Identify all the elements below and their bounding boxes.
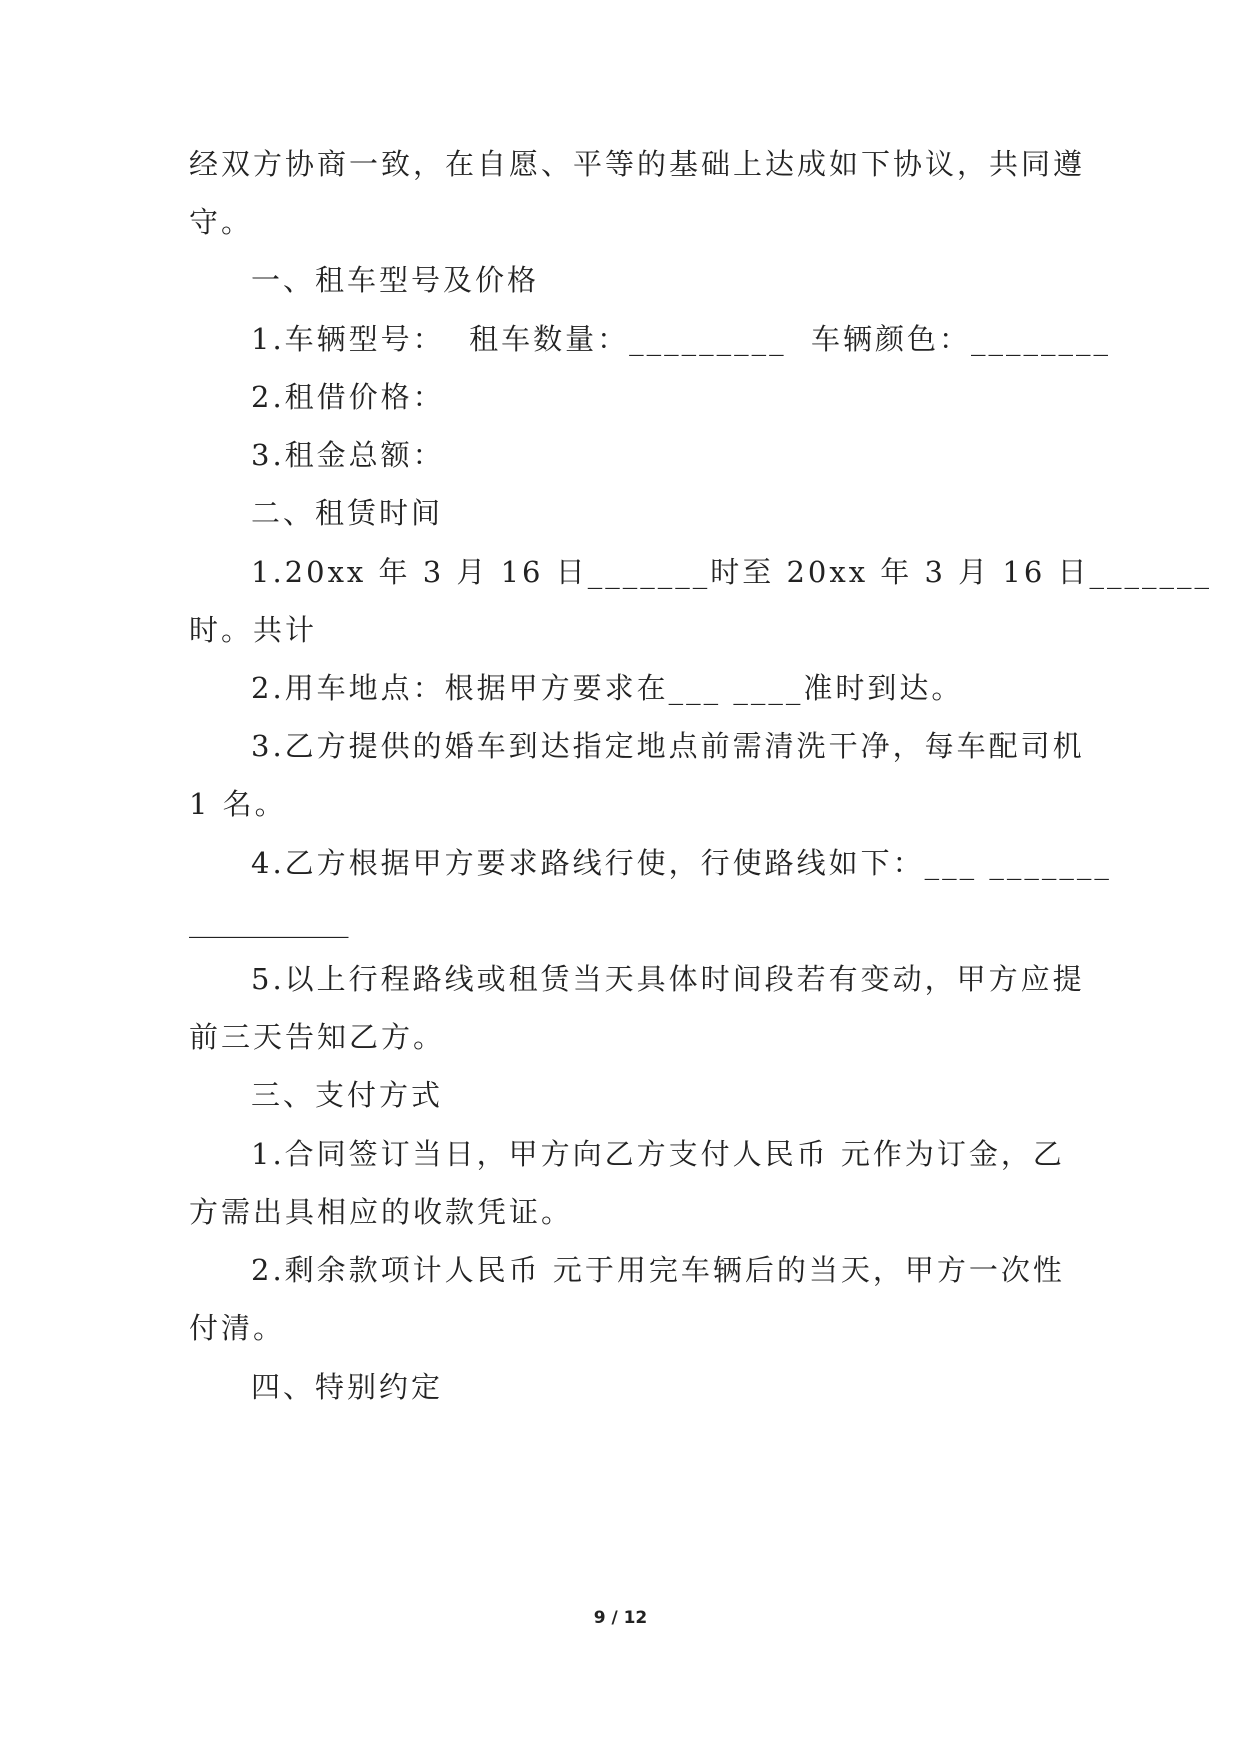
section-heading: 二、租赁时间	[251, 496, 444, 530]
paragraph-line: 方需出具相应的收款凭证。	[189, 1195, 574, 1229]
paragraph-line: 守。	[189, 205, 254, 239]
section-heading: 三、支付方式	[251, 1078, 444, 1112]
paragraph-line: 时。共计	[189, 613, 318, 647]
paragraph-line: 2.剩余款项计人民币 元于用完车辆后的当天，甲方一次性	[251, 1253, 1065, 1287]
paragraph-line: 前三天告知乙方。	[189, 1020, 446, 1054]
section-heading: 四、特别约定	[251, 1370, 444, 1404]
paragraph-line: 3.租金总额：	[251, 438, 445, 472]
paragraph-line: 经双方协商一致，在自愿、平等的基础上达成如下协议，共同遵	[189, 147, 1086, 181]
paragraph-line: 5.以上行程路线或租赁当天具体时间段若有变动，甲方应提	[251, 962, 1085, 996]
page-number: 9 / 12	[593, 1608, 648, 1628]
paragraph-line: ___________	[189, 904, 349, 938]
paragraph-line: 1.合同签订当日，甲方向乙方支付人民币 元作为订金，乙	[251, 1137, 1065, 1171]
paragraph-line: 2.用车地点：根据甲方要求在___ ____准时到达。	[251, 671, 964, 705]
paragraph-line: 1 名。	[189, 787, 287, 821]
paragraph-line: 1.20xx 年 3 月 16 日_______时至 20xx 年 3 月 16 日_______	[251, 555, 1212, 589]
paragraph-line: 付清。	[189, 1311, 286, 1345]
paragraph-line: 1.车辆型号： 租车数量：_________ 车辆颜色：________	[251, 322, 1112, 356]
paragraph-line: 4.乙方根据甲方要求路线行使，行使路线如下：___ _______	[251, 846, 1112, 880]
paragraph-line: 2.租借价格：	[251, 380, 445, 414]
section-heading: 一、租车型号及价格	[251, 263, 540, 297]
paragraph-line: 3.乙方提供的婚车到达指定地点前需清洗干净，每车配司机	[251, 729, 1085, 763]
